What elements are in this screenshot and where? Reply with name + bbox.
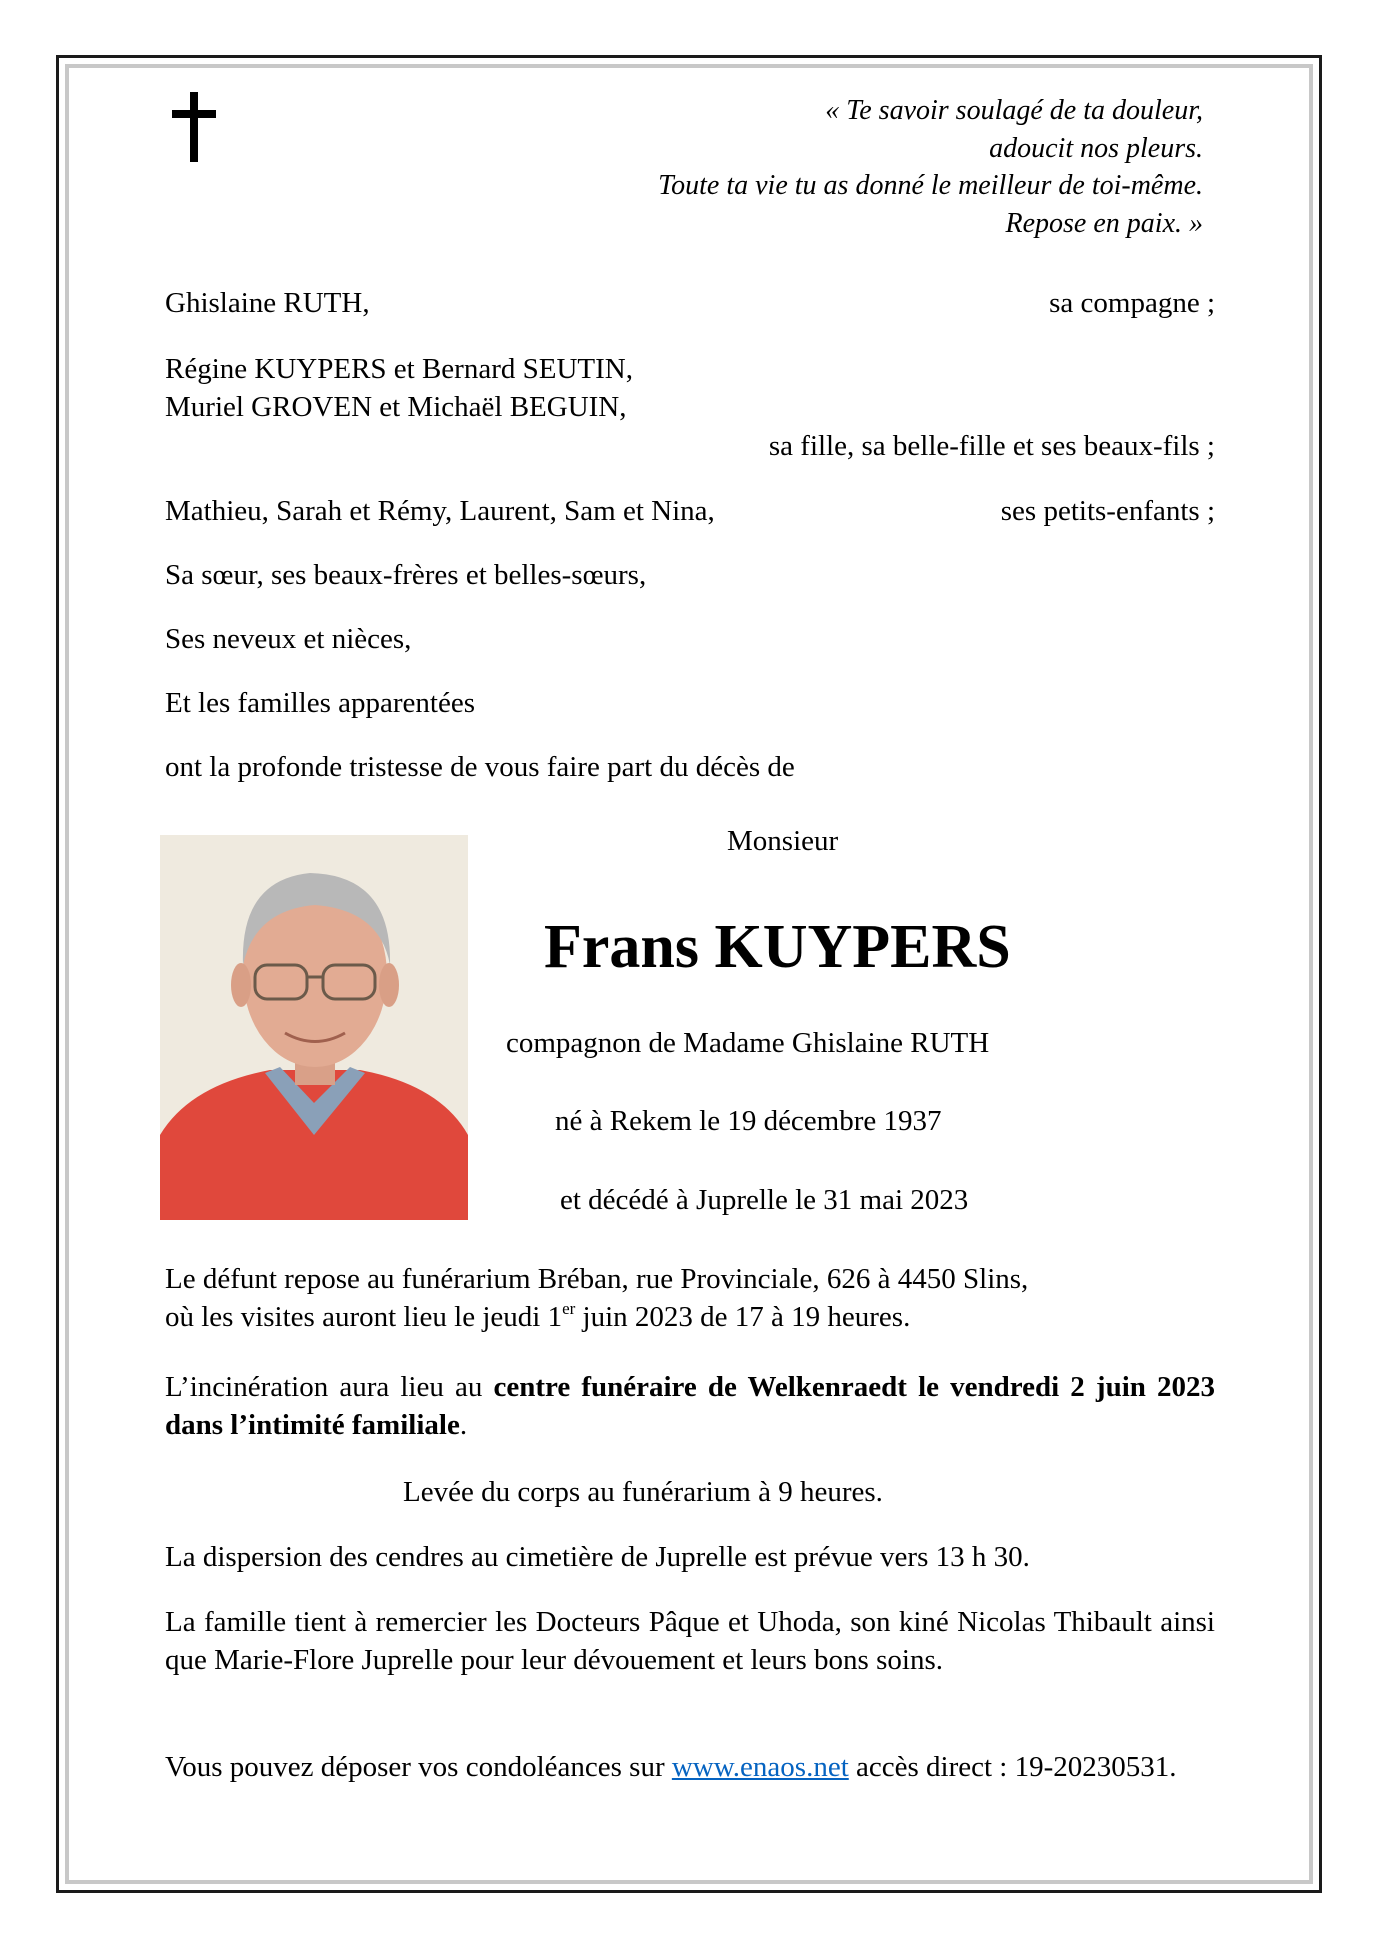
companion-role: sa compagne ;	[1049, 287, 1215, 319]
poem-line: Toute ta vie tu as donné le meilleur de toi-même.	[658, 170, 1203, 201]
families-line: Et les familles apparentées	[165, 687, 476, 719]
grandchildren-names: Mathieu, Sarah et Rémy, Laurent, Sam et Nina,	[165, 495, 715, 527]
cremation-paragraph: L’incinération aura lieu au centre funéraire de Welkenraedt le vendredi 2 juin 2023 dans l’intimité familiale.	[165, 1371, 1215, 1441]
children-line-1: Régine KUYPERS et Bernard SEUTIN,	[165, 353, 633, 385]
deceased-death: et décédé à Juprelle le 31 mai 2023	[560, 1184, 969, 1216]
condolences-paragraph: Vous pouvez déposer vos condoléances sur www.enaos.net accès direct : 19-20230531.	[165, 1751, 1177, 1783]
condolences-link[interactable]: www.enaos.net	[671, 1751, 849, 1783]
rest-paragraph	[165, 1260, 1215, 1336]
poem	[503, 92, 1203, 242]
rest-line-2: où les visites auront lieu le jeudi 1er juin 2023 de 17 à 19 heures.	[165, 1299, 911, 1333]
rest-line-1: Le défunt repose au funérarium Bréban, rue Provinciale, 626 à 4450 Slins,	[165, 1263, 1029, 1295]
poem-line: Repose en paix. »	[1005, 207, 1203, 239]
announcement-line: ont la profonde tristesse de vous faire part du décès de	[165, 751, 795, 783]
poem-line: « Te savoir soulagé de ta douleur,	[825, 95, 1203, 126]
children-line-2: Muriel GROVEN et Michaël BEGUIN,	[165, 391, 627, 423]
cremation-bold: centre funéraire de Welkenraedt le vendredi 2 juin 2023 dans l’intimité familiale	[165, 1371, 1215, 1441]
dispersion-line: La dispersion des cendres au cimetière de Juprelle est prévue vers 13 h 30.	[165, 1541, 1030, 1573]
cremation-text: L’incinération aura lieu au	[165, 1371, 494, 1403]
grandchildren-row	[165, 492, 1215, 530]
companion-name: Ghislaine RUTH,	[165, 287, 370, 319]
thanks-paragraph: La famille tient à remercier les Docteurs Pâque et Uhoda, son kiné Nicolas Thibault ainsi que Marie-Flore Juprelle pour leur dévouement et leurs bons soins.	[165, 1606, 1215, 1676]
poem-line: adoucit nos pleurs.	[989, 132, 1203, 164]
levee-line: Levée du corps au funérarium à 9 heures.	[403, 1476, 883, 1508]
children-role: sa fille, sa belle-fille et ses beaux-fils ;	[768, 430, 1215, 462]
grandchildren-role: ses petits-enfants ;	[1000, 495, 1215, 527]
deceased-title: Monsieur	[727, 825, 839, 857]
deceased-birth: né à Rekem le 19 décembre 1937	[555, 1105, 942, 1137]
nephews-line: Ses neveux et nièces,	[165, 623, 412, 655]
portrait-photo	[160, 835, 468, 1220]
siblings-line: Sa sœur, ses beaux-frères et belles-sœurs,	[165, 559, 647, 591]
deceased-name: Frans KUYPERS	[544, 913, 1011, 981]
companion-row	[165, 284, 1215, 322]
cross-icon	[172, 92, 216, 162]
deceased-relation: compagnon de Madame Ghislaine RUTH	[506, 1027, 990, 1059]
